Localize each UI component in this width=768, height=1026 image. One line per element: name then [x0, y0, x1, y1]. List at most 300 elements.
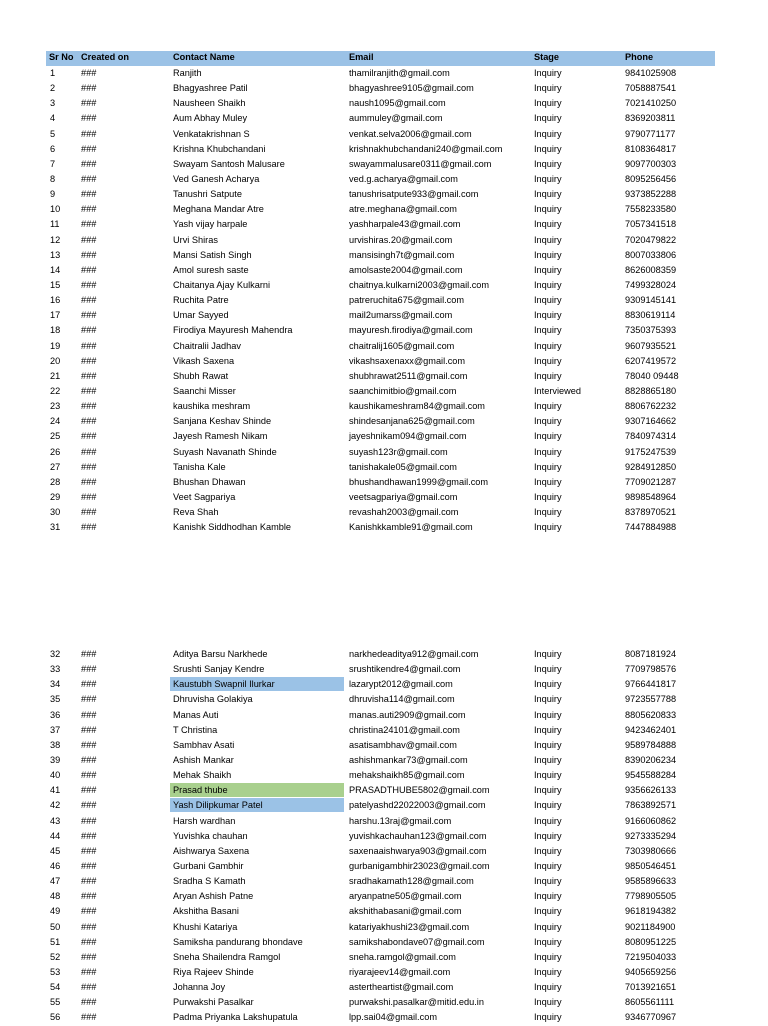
sr-no-cell: 23	[50, 401, 61, 412]
contact-name-cell: Jayesh Ramesh Nikam	[173, 431, 268, 442]
stage-cell: Inquiry	[534, 891, 562, 902]
contact-name-cell: Purwakshi Pasalkar	[173, 997, 254, 1008]
email-cell: urvishiras.20@gmail.com	[349, 234, 453, 245]
email-cell: aummuley@gmail.com	[349, 113, 443, 124]
created-on-cell: ###	[81, 921, 97, 932]
stage-cell: Inquiry	[534, 845, 562, 856]
stage-cell: Inquiry	[534, 476, 562, 487]
created-on-cell: ###	[81, 709, 97, 720]
table-row	[0, 308, 768, 323]
contact-name-cell: Yash vijay harpale	[173, 219, 248, 230]
created-on-cell: ###	[81, 649, 97, 659]
email-cell: saanchimitbio@gmail.com	[349, 385, 457, 396]
contact-name-cell: Srushti Sanjay Kendre	[173, 664, 265, 675]
table-row	[0, 677, 768, 692]
phone-cell: 9790771177	[625, 128, 676, 139]
contact-name-cell: Yash Dilipkumar Patel	[173, 800, 263, 811]
email-cell: srushtikendre4@gmail.com	[349, 664, 461, 675]
table-row	[0, 202, 768, 217]
phone-cell: 9021184900	[625, 921, 676, 932]
phone-cell: 9898548964	[625, 491, 677, 502]
table-row	[0, 738, 768, 753]
table-row	[0, 172, 768, 187]
phone-cell: 9166060862	[625, 815, 677, 826]
phone-cell: 8369203811	[625, 113, 676, 124]
created-on-cell: ###	[81, 128, 97, 139]
header-sr-no: Sr No	[49, 52, 74, 62]
created-on-cell: ###	[81, 234, 97, 245]
created-on-cell: ###	[81, 310, 97, 321]
sr-no-cell: 28	[50, 476, 61, 487]
email-cell: purwakshi.pasalkar@mitid.edu.in	[349, 997, 484, 1008]
created-on-cell: ###	[81, 936, 97, 947]
stage-cell: Inquiry	[534, 173, 562, 184]
sr-no-cell: 38	[50, 739, 61, 750]
phone-cell: 7058887541	[625, 83, 677, 94]
phone-cell: 8378970521	[625, 507, 677, 518]
stage-cell: Inquiry	[534, 204, 562, 215]
stage-cell: Inquiry	[534, 830, 562, 841]
sr-no-cell: 44	[50, 830, 61, 841]
email-cell: patelyashd22022003@gmail.com	[349, 800, 486, 811]
sr-no-cell: 16	[50, 295, 61, 306]
created-on-cell: ###	[81, 830, 97, 841]
phone-cell: 8080951225	[625, 936, 677, 947]
email-cell: suyash123r@gmail.com	[349, 446, 448, 457]
contact-name-cell: T Christina	[173, 724, 218, 735]
email-cell: mayuresh.firodiya@gmail.com	[349, 325, 473, 336]
table-row	[0, 814, 768, 829]
table-row	[0, 708, 768, 723]
created-on-cell: ###	[81, 446, 97, 457]
table-row	[0, 874, 768, 889]
stage-cell: Inquiry	[534, 507, 562, 518]
sr-no-cell: 27	[50, 461, 61, 472]
created-on-cell: ###	[81, 507, 97, 518]
created-on-cell: ###	[81, 1012, 97, 1023]
stage-cell: Inquiry	[534, 815, 562, 826]
contact-name-cell: Krishna Khubchandani	[173, 143, 266, 154]
stage-cell: Inquiry	[534, 860, 562, 871]
stage-cell: Inquiry	[534, 709, 562, 720]
sr-no-cell: 29	[50, 491, 61, 502]
created-on-cell: ###	[81, 951, 97, 962]
stage-cell: Inquiry	[534, 982, 562, 993]
created-on-cell: ###	[81, 98, 97, 109]
phone-cell: 8108364817	[625, 143, 677, 154]
table-row	[0, 1010, 768, 1025]
contact-name-cell: Akshitha Basani	[173, 906, 239, 917]
created-on-cell: ###	[81, 401, 97, 412]
stage-cell: Interviewed	[534, 385, 581, 396]
stage-cell: Inquiry	[534, 522, 562, 533]
stage-cell: Inquiry	[534, 355, 562, 366]
stage-cell: Inquiry	[534, 370, 562, 381]
phone-cell: 6207419572	[625, 355, 677, 366]
email-cell: mansisingh7t@gmail.com	[349, 249, 455, 260]
phone-cell: 7709798576	[625, 664, 677, 675]
contact-name-cell: Mehak Shaikh	[173, 770, 232, 781]
sr-no-cell: 46	[50, 860, 61, 871]
phone-cell: 8626008359	[625, 264, 677, 275]
contact-name-cell: Sradha S Kamath	[173, 876, 246, 887]
sr-no-cell: 15	[50, 279, 61, 290]
email-cell: shindesanjana625@gmail.com	[349, 416, 475, 427]
table-row	[0, 354, 768, 369]
stage-cell: Inquiry	[534, 446, 562, 457]
table-row	[0, 187, 768, 202]
contact-name-cell: Nausheen Shaikh	[173, 98, 246, 109]
created-on-cell: ###	[81, 68, 97, 78]
email-cell: naush1095@gmail.com	[349, 98, 446, 109]
table-row	[0, 647, 768, 662]
sr-no-cell: 26	[50, 446, 61, 457]
sr-no-cell: 11	[50, 219, 60, 230]
phone-cell: 9309145141	[625, 295, 677, 306]
table-row	[0, 414, 768, 429]
sr-no-cell: 42	[50, 800, 61, 811]
email-cell: gurbanigambhir23023@gmail.com	[349, 860, 490, 871]
table-row	[0, 490, 768, 505]
contact-name-cell: Sambhav Asati	[173, 739, 235, 750]
created-on-cell: ###	[81, 770, 97, 781]
sr-no-cell: 5	[50, 128, 56, 139]
created-on-cell: ###	[81, 815, 97, 826]
contact-name-cell: Khushi Katariya	[173, 921, 238, 932]
email-cell: chaitralij1605@gmail.com	[349, 340, 455, 351]
stage-cell: Inquiry	[534, 113, 562, 124]
contact-name-cell: Amol suresh saste	[173, 264, 249, 275]
phone-cell: 9405659256	[625, 966, 677, 977]
sr-no-cell: 56	[50, 1012, 61, 1023]
table-row	[0, 475, 768, 490]
email-cell: asatisambhav@gmail.com	[349, 739, 457, 750]
created-on-cell: ###	[81, 476, 97, 487]
phone-cell: 9841025908	[625, 68, 677, 78]
email-cell: akshithabasani@gmail.com	[349, 906, 462, 917]
phone-cell: 7798905505	[625, 891, 677, 902]
email-cell: PRASADTHUBE5802@gmail.com	[349, 785, 490, 796]
phone-cell: 8087181924	[625, 649, 677, 659]
table-row	[0, 723, 768, 738]
created-on-cell: ###	[81, 982, 97, 993]
created-on-cell: ###	[81, 219, 97, 230]
table-row	[0, 384, 768, 399]
phone-cell: 9356626133	[625, 785, 677, 796]
contact-name-cell: Aditya Barsu Narkhede	[173, 649, 268, 659]
stage-cell: Inquiry	[534, 966, 562, 977]
contact-name-cell: Johanna Joy	[173, 982, 226, 993]
header-email: Email	[349, 52, 374, 62]
table-row	[0, 127, 768, 142]
contact-name-cell: Umar Sayyed	[173, 310, 229, 321]
phone-cell: 7863892571	[625, 800, 677, 811]
sr-no-cell: 47	[50, 876, 61, 887]
table-row	[0, 904, 768, 919]
email-cell: chaitnya.kulkarni2003@gmail.com	[349, 279, 490, 290]
table-row	[0, 505, 768, 520]
table-row	[0, 460, 768, 475]
header-stage: Stage	[534, 52, 560, 62]
sr-no-cell: 12	[50, 234, 61, 245]
table-row	[0, 66, 768, 81]
contact-name-cell: Meghana Mandar Atre	[173, 204, 264, 215]
table-row	[0, 935, 768, 950]
created-on-cell: ###	[81, 966, 97, 977]
sr-no-cell: 1	[50, 68, 56, 78]
email-cell: yuvishkachauhan123@gmail.com	[349, 830, 487, 841]
stage-cell: Inquiry	[534, 219, 562, 230]
sr-no-cell: 4	[50, 113, 56, 124]
stage-cell: Inquiry	[534, 921, 562, 932]
email-cell: patreruchita675@gmail.com	[349, 295, 465, 306]
sr-no-cell: 55	[50, 997, 61, 1008]
phone-cell: 7013921651	[625, 982, 677, 993]
sr-no-cell: 37	[50, 724, 61, 735]
sr-no-cell: 17	[50, 310, 61, 321]
created-on-cell: ###	[81, 385, 97, 396]
email-cell: katariyakhushi23@gmail.com	[349, 921, 470, 932]
sr-no-cell: 6	[50, 143, 56, 154]
contacts-table-block-1	[0, 66, 768, 535]
contact-name-cell: Bhushan Dhawan	[173, 476, 246, 487]
stage-cell: Inquiry	[534, 401, 562, 412]
stage-cell: Inquiry	[534, 340, 562, 351]
email-cell: saxenaaishwarya903@gmail.com	[349, 845, 487, 856]
contact-name-cell: Ashish Mankar	[173, 754, 234, 765]
contact-name-cell: Aum Abhay Muley	[173, 113, 248, 124]
created-on-cell: ###	[81, 800, 97, 811]
phone-cell: 7303980666	[625, 845, 677, 856]
created-on-cell: ###	[81, 876, 97, 887]
stage-cell: Inquiry	[534, 1012, 562, 1023]
phone-cell: 7447884988	[625, 522, 677, 533]
table-row	[0, 429, 768, 444]
stage-cell: Inquiry	[534, 158, 562, 169]
phone-cell: 9097700303	[625, 158, 677, 169]
phone-cell: 7558233580	[625, 204, 677, 215]
created-on-cell: ###	[81, 295, 97, 306]
contact-name-cell: Aryan Ashish Patne	[173, 891, 254, 902]
email-cell: lazarypt2012@gmail.com	[349, 679, 453, 690]
created-on-cell: ###	[81, 173, 97, 184]
email-cell: bhagyashree9105@gmail.com	[349, 83, 474, 94]
contact-name-cell: Kanishk Siddhodhan Kamble	[173, 522, 291, 533]
created-on-cell: ###	[81, 416, 97, 427]
stage-cell: Inquiry	[534, 785, 562, 796]
phone-cell: 7709021287	[625, 476, 677, 487]
email-cell: revashah2003@gmail.com	[349, 507, 459, 518]
email-cell: jayeshnikam094@gmail.com	[349, 431, 467, 442]
stage-cell: Inquiry	[534, 279, 562, 290]
contact-name-cell: Mansi Satish Singh	[173, 249, 252, 260]
sr-no-cell: 34	[50, 679, 61, 690]
phone-cell: 7350375393	[625, 325, 677, 336]
table-row	[0, 248, 768, 263]
email-cell: bhushandhawan1999@gmail.com	[349, 476, 489, 487]
table-row	[0, 662, 768, 677]
phone-cell: 9766441817	[625, 679, 677, 690]
email-cell: atre.meghana@gmail.com	[349, 204, 457, 215]
sr-no-cell: 41	[50, 785, 61, 796]
phone-cell: 7219504033	[625, 951, 677, 962]
phone-cell: 7840974314	[625, 431, 677, 442]
phone-cell: 9284912850	[625, 461, 677, 472]
created-on-cell: ###	[81, 891, 97, 902]
phone-cell: 8007033806	[625, 249, 677, 260]
email-cell: mehakshaikh85@gmail.com	[349, 770, 465, 781]
stage-cell: Inquiry	[534, 431, 562, 442]
contact-name-cell: Tanisha Kale	[173, 461, 226, 472]
phone-cell: 9589784888	[625, 739, 677, 750]
contact-name-cell: Firodiya Mayuresh Mahendra	[173, 325, 293, 336]
sr-no-cell: 51	[50, 936, 61, 947]
email-cell: thamilranjith@gmail.com	[349, 68, 450, 78]
sr-no-cell: 53	[50, 966, 61, 977]
table-row	[0, 859, 768, 874]
contact-name-cell: Ruchita Patre	[173, 295, 229, 306]
created-on-cell: ###	[81, 143, 97, 154]
created-on-cell: ###	[81, 189, 97, 200]
email-cell: sradhakamath128@gmail.com	[349, 876, 474, 887]
contact-name-cell: Sanjana Keshav Shinde	[173, 416, 272, 427]
table-row	[0, 233, 768, 248]
contact-name-cell: Gurbani Gambhir	[173, 860, 244, 871]
phone-cell: 7020479822	[625, 234, 677, 245]
email-cell: tanishakale05@gmail.com	[349, 461, 457, 472]
sr-no-cell: 50	[50, 921, 61, 932]
table-row	[0, 217, 768, 232]
stage-cell: Inquiry	[534, 264, 562, 275]
stage-cell: Inquiry	[534, 739, 562, 750]
email-cell: lpp.sai04@gmail.com	[349, 1012, 437, 1023]
stage-cell: Inquiry	[534, 295, 562, 306]
table-row	[0, 445, 768, 460]
created-on-cell: ###	[81, 679, 97, 690]
created-on-cell: ###	[81, 370, 97, 381]
table-row	[0, 369, 768, 384]
created-on-cell: ###	[81, 694, 97, 705]
contact-name-cell: Suyash Navanath Shinde	[173, 446, 277, 457]
contact-name-cell: Sneha Shailendra Ramgol	[173, 951, 281, 962]
table-row	[0, 399, 768, 414]
stage-cell: Inquiry	[534, 800, 562, 811]
phone-cell: 9307164662	[625, 416, 677, 427]
contact-name-cell: Saanchi Misser	[173, 385, 236, 396]
created-on-cell: ###	[81, 491, 97, 502]
sr-no-cell: 7	[50, 158, 56, 169]
table-row	[0, 965, 768, 980]
created-on-cell: ###	[81, 860, 97, 871]
created-on-cell: ###	[81, 158, 97, 169]
stage-cell: Inquiry	[534, 664, 562, 675]
contact-name-cell: Venkatakrishnan S	[173, 128, 250, 139]
sr-no-cell: 39	[50, 754, 61, 765]
contact-name-cell: kaushika meshram	[173, 401, 251, 412]
table-row	[0, 692, 768, 707]
stage-cell: Inquiry	[534, 83, 562, 94]
phone-cell: 7021410250	[625, 98, 677, 109]
stage-cell: Inquiry	[534, 68, 562, 78]
stage-cell: Inquiry	[534, 906, 562, 917]
email-cell: astertheartist@gmail.com	[349, 982, 454, 993]
created-on-cell: ###	[81, 264, 97, 275]
sr-no-cell: 31	[50, 522, 61, 533]
table-row	[0, 96, 768, 111]
email-cell: krishnakhubchandani240@gmail.com	[349, 143, 503, 154]
created-on-cell: ###	[81, 431, 97, 442]
header-phone: Phone	[625, 52, 654, 62]
created-on-cell: ###	[81, 279, 97, 290]
created-on-cell: ###	[81, 664, 97, 675]
sr-no-cell: 54	[50, 982, 61, 993]
sr-no-cell: 25	[50, 431, 61, 442]
table-row	[0, 111, 768, 126]
stage-cell: Inquiry	[534, 754, 562, 765]
sr-no-cell: 8	[50, 173, 56, 184]
table-row	[0, 768, 768, 783]
phone-cell: 8806762232	[625, 401, 677, 412]
created-on-cell: ###	[81, 739, 97, 750]
table-header-row	[46, 51, 715, 66]
email-cell: veetsagpariya@gmail.com	[349, 491, 458, 502]
table-row	[0, 829, 768, 844]
stage-cell: Inquiry	[534, 234, 562, 245]
contact-name-cell: Aishwarya Saxena	[173, 845, 250, 856]
created-on-cell: ###	[81, 845, 97, 856]
table-row	[0, 995, 768, 1010]
stage-cell: Inquiry	[534, 98, 562, 109]
created-on-cell: ###	[81, 113, 97, 124]
table-row	[0, 142, 768, 157]
phone-cell: 9273335294	[625, 830, 677, 841]
created-on-cell: ###	[81, 906, 97, 917]
header-contact-name: Contact Name	[173, 52, 235, 62]
contact-name-cell: Vikash Saxena	[173, 355, 235, 366]
stage-cell: Inquiry	[534, 649, 562, 659]
contact-name-cell: Chaitanya Ajay Kulkarni	[173, 279, 271, 290]
phone-cell: 9175247539	[625, 446, 677, 457]
contact-name-cell: Yuvishka chauhan	[173, 830, 248, 841]
sr-no-cell: 10	[50, 204, 61, 215]
email-cell: mail2umarss@gmail.com	[349, 310, 453, 321]
phone-cell: 8805620833	[625, 709, 677, 720]
contact-name-cell: Harsh wardhan	[173, 815, 236, 826]
sr-no-cell: 19	[50, 340, 61, 351]
contact-name-cell: Dhruvisha Golakiya	[173, 694, 253, 705]
email-cell: ashishmankar73@gmail.com	[349, 754, 468, 765]
phone-cell: 9723557788	[625, 694, 677, 705]
table-row	[0, 81, 768, 96]
email-cell: samikshabondave07@gmail.com	[349, 936, 485, 947]
created-on-cell: ###	[81, 522, 97, 533]
email-cell: venkat.selva2006@gmail.com	[349, 128, 472, 139]
email-cell: manas.auti2909@gmail.com	[349, 709, 466, 720]
sr-no-cell: 3	[50, 98, 56, 109]
stage-cell: Inquiry	[534, 997, 562, 1008]
created-on-cell: ###	[81, 83, 97, 94]
stage-cell: Inquiry	[534, 249, 562, 260]
table-row	[0, 844, 768, 859]
stage-cell: Inquiry	[534, 770, 562, 781]
sr-no-cell: 20	[50, 355, 61, 366]
phone-cell: 9346770967	[625, 1012, 677, 1023]
email-cell: christina24101@gmail.com	[349, 724, 460, 735]
email-cell: Kanishkkamble91@gmail.com	[349, 522, 473, 533]
sr-no-cell: 36	[50, 709, 61, 720]
stage-cell: Inquiry	[534, 876, 562, 887]
stage-cell: Inquiry	[534, 679, 562, 690]
